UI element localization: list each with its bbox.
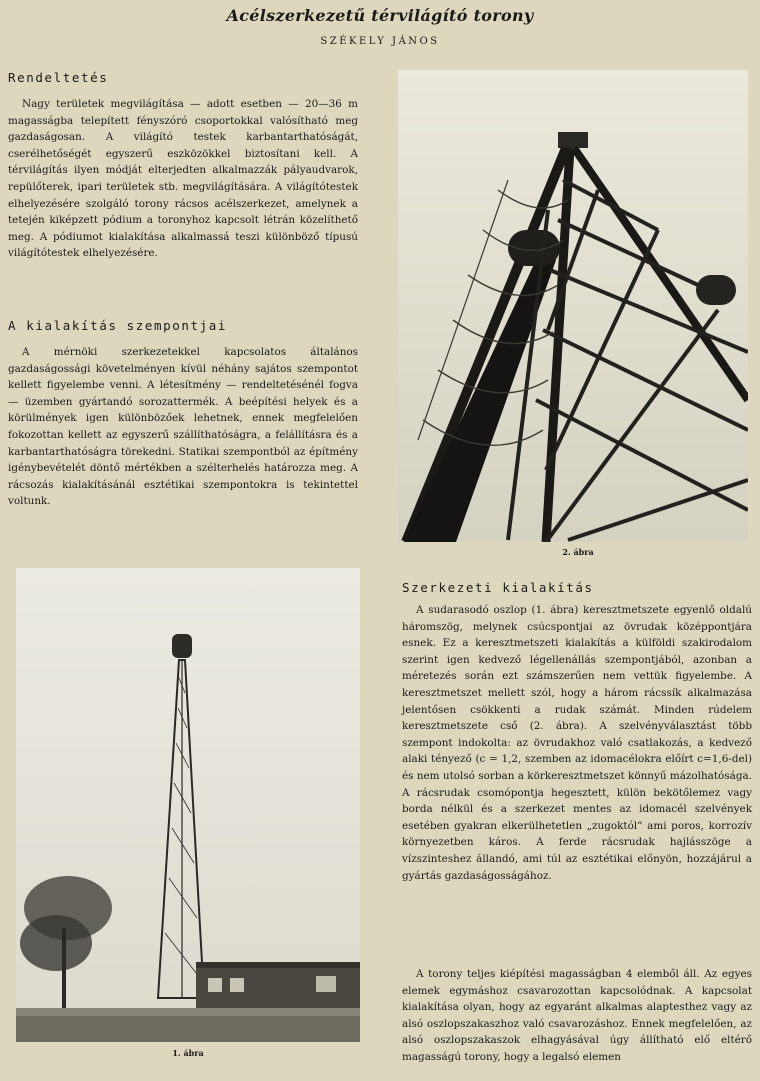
paragraph-kialakitas: A mérnöki szerkezetekkel kapcsolatos általános gazdaságossági követelményen kívül néhány sajátos szempontot kellett figyelembe venni. A létesítmény — rendeltetésénél fogva — üzemben gyártandó sorozattermék. A beépítési helyek és a körülmények igen különbözőek lehetnek, ennek megfelelően fokozottan kellett az egyszerű szállíthatóságra, a felállításra és a karbantarthatóságra törekedni. Statikai szempontból az építmény igénybevételét döntő mértékben a szélterhelés határozza meg. A rácsozás kialakításánál esztétikai szempontokra is tekintettel voltunk. xyxy=(8,346,358,508)
paragraph-szerkezeti-2: A torony teljes kiépítési magasságban 4 elemből áll. Az egyes elemek egymáshoz csavarozottan kapcsolódnak. A kapcsolat kialakítása olyan, hogy az egyaránt alkalmas alaptesthez vagy az alsó oszlopszakaszhoz való csavarozáshoz. Ennek megfelelően, az alsó oszlopszakaszok elhagyásával úgy állítható elő eltérő magasságú torony, hogy a legalsó elemen xyxy=(402,968,752,1063)
figure-2-caption: 2. ábra xyxy=(562,547,594,557)
section-heading-rendeltetes: Rendeltetés xyxy=(8,70,109,85)
article-title: Acélszerkezetű térvilágító torony xyxy=(226,6,534,25)
author-name: SZÉKELY JÁNOS xyxy=(320,36,440,47)
section-heading-kialakitas: A kialakítás szempontjai xyxy=(8,318,228,333)
paragraph-szerkezeti-1: A sudarasodó oszlop (1. ábra) keresztmetszete egyenlő oldalú háromszög, melynek csúcspontjai az övrudak középpontjára esnek. Ez a keresztmetszeti kialakítás a külföldi szakirodalom szerint igen kedvező légellenállás szempontjából, azonban a méretezés során ezt számszerűen nem vettük figyelembe. A keresztmetszet mellett szól, hogy a három rácssík alkalmazása jelentősen csökkenti a rudak számát. Minden rúdelem keresztmetszete cső (2. ábra). A szelvényválasztást több szempont indokolta: az övrudakhoz való csatlakozás, a kedvező alaki tényező (c = 1,2, szemben az idomacélokra előírt c=1,6-del) és nem utolsó sorban a körkeresztmetszet könnyű mázolhatósága. A rácsrudak csomópontja hegesztett, külön bekötőlemez vagy borda nélkül és a szerkezet mentes az idomacél szelvények esetében gyakran elkerülhetetlen „zugoktól” ami poros, korrozív környezetben káros. A ferde rácsrudak hajlásszöge a vízszinteshez állandó, ami túl az esztétikai előnyön, hozzájárul a gyártás gazdaságosságához. xyxy=(402,604,752,882)
section-heading-szerkezeti: Szerkezeti kialakítás xyxy=(402,580,594,595)
paragraph-rendeltetes: Nagy területek megvilágítása — adott esetben — 20—36 m magasságba telepített fényszóró csoportokkal valósítható meg gazdaságosan. A világító testek karbantarthatóságát, cserélhetőségét egyszerű eszközökkel biztosítani kell. A térvilágítás ilyen módját elterjedten alkalmazzák pályaudvarok, repülőterek, ipari területek stb. megvilágítására. A világítótestek elhelyezésére szolgáló torony rácsos acélszerkezet, amelynek a tetején kiképzett pódium a toronyhoz kapcsolt létrán közelíthető meg. A pódiumot kialakítása alkalmassá teszi különböző típusú világítótestek elhelyezésére. xyxy=(8,98,358,260)
figure-2-photo xyxy=(398,70,748,542)
figure-1-caption: 1. ábra xyxy=(172,1048,204,1058)
figure-1-photo xyxy=(16,568,360,1042)
tower-closeup-illustration xyxy=(398,70,748,542)
tower-full-illustration xyxy=(16,568,360,1042)
